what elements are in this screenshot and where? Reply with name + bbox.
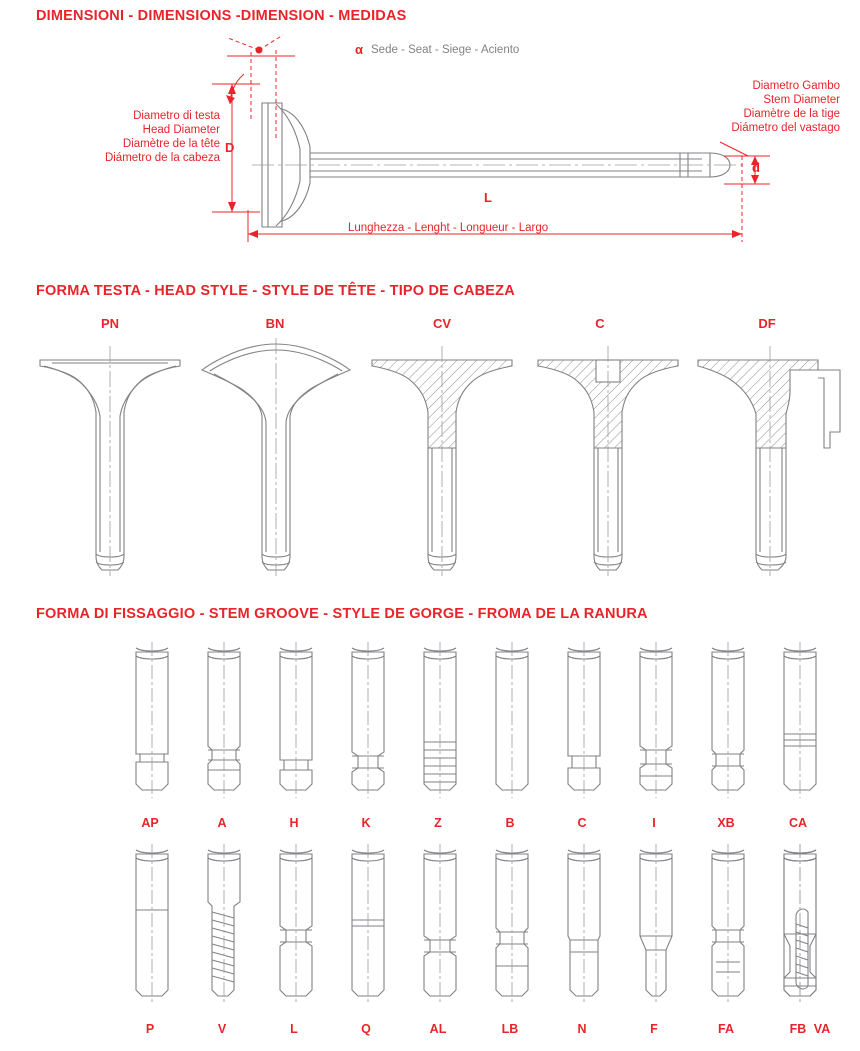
head-style-drawing-c [528,336,688,576]
stem-code-fb: FB [789,1022,807,1036]
alpha-symbol: α [355,42,363,57]
head-style-drawing-cv [362,336,522,576]
stem-diameter-symbol: d [752,160,760,175]
section-title-head-style: FORMA TESTA - HEAD STYLE - STYLE DE TÊTE - TIPO DE CABEZA [36,283,515,299]
stem-code-v: V [217,1022,227,1036]
stem-code-ap: AP [141,816,159,830]
stem-code-fa: FA [718,1022,734,1036]
stem-code-p: P [145,1022,155,1036]
stem-code-c: C [577,816,587,830]
stem-code-z: Z [434,816,442,830]
head-diameter-label [30,109,220,165]
stem-code-b: B [505,816,515,830]
stem-code-xb: XB [717,816,735,830]
stem-code-h: H [289,816,299,830]
stem-groove-row2-drawings [36,840,826,1015]
head-style-drawing-bn [196,336,356,576]
head-diameter-line-3: Diamètre de la tête [122,138,220,150]
stem-code-k: K [361,816,371,830]
head-diameter-line-4: Diámetro de la cabeza [104,152,220,164]
head-diameter-line-2: Head Diameter [142,124,220,136]
stem-groove-drawing-va [776,840,836,1015]
stem-diameter-line-1: Diametro Gambo [752,80,840,92]
section-title-stem-groove: FORMA DI FISSAGGIO - STEM GROOVE - STYLE DE GORGE - FROMA DE LA RANURA [36,606,648,622]
head-diameter-line-1: Diametro di testa [133,110,220,122]
stem-diameter-line-4: Diámetro del vastago [731,122,840,134]
stem-code-q: Q [361,1022,371,1036]
head-style-drawing-df [694,336,860,576]
stem-diameter-line-3: Diamètre de la tige [743,108,840,120]
stem-code-ca: CA [788,816,808,830]
section-title-dimensions: DIMENSIONI - DIMENSIONS -DIMENSION - MEDIDAS [36,8,407,24]
head-style-drawing-pn [30,336,190,576]
head-code-c: C [595,316,605,331]
head-code-pn: PN [100,316,120,331]
stem-code-va: VA [813,1022,831,1036]
head-code-bn: BN [265,316,285,331]
stem-code-al: AL [429,1022,447,1036]
stem-code-i: I [652,816,656,830]
length-symbol: L [484,190,492,205]
stem-code-a: A [217,816,227,830]
stem-diameter-label [640,79,840,135]
stem-code-lb: LB [501,1022,519,1036]
seat-angle-label: Sede - Seat - Siege - Aciento [371,44,520,56]
head-code-df: DF [758,316,776,331]
stem-groove-row1-drawings [36,638,826,808]
stem-code-f: F [650,1022,658,1036]
length-label: Lunghezza - Lenght - Longueur - Largo [348,222,549,234]
stem-diameter-line-2: Stem Diameter [763,94,840,106]
head-code-cv: CV [432,316,452,331]
stem-code-n: N [577,1022,587,1036]
stem-code-l: L [290,1022,298,1036]
head-diameter-symbol: D [225,140,235,155]
